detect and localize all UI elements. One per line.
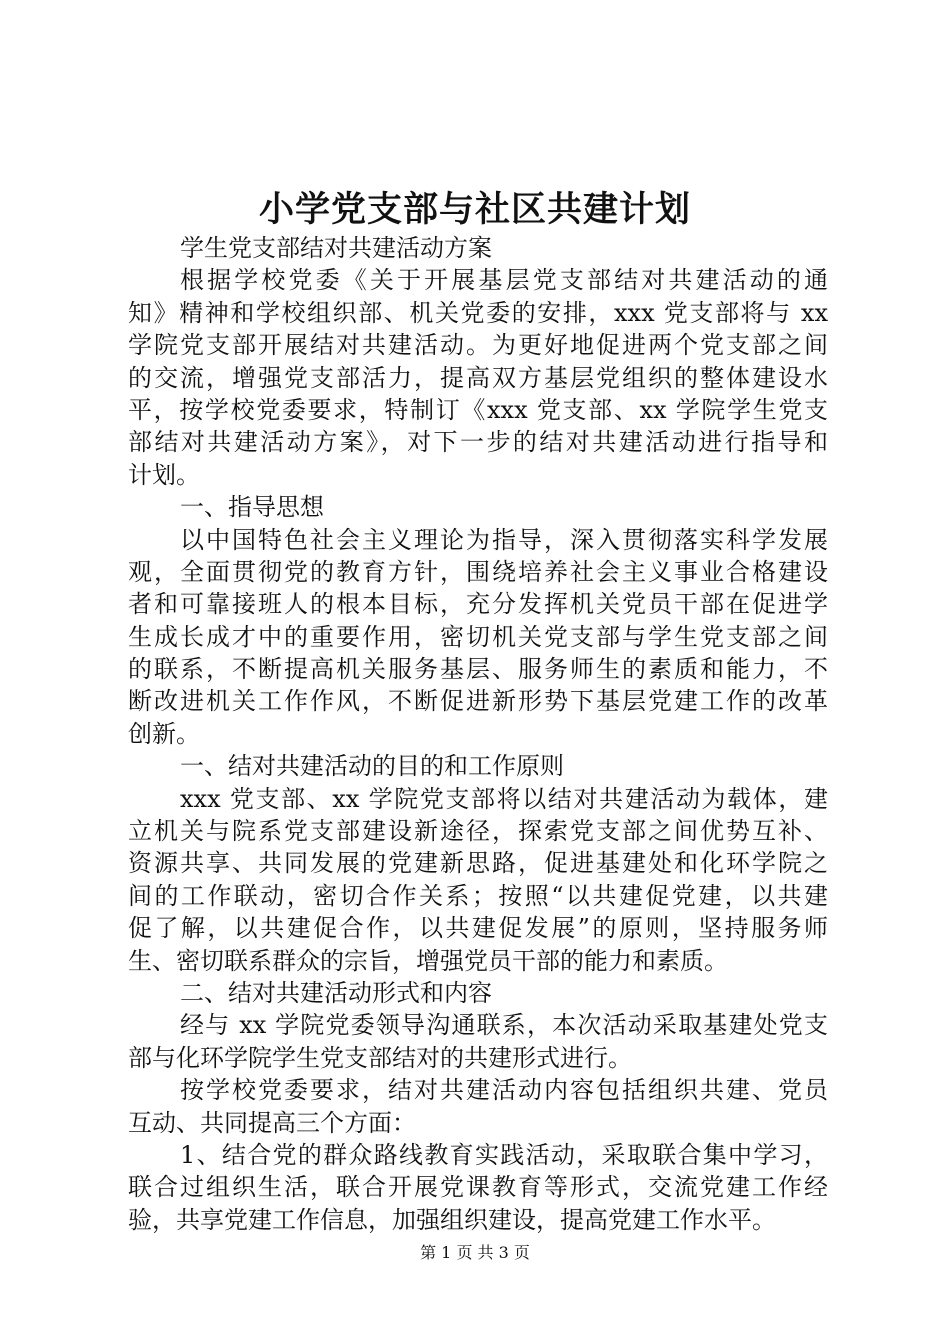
paragraph-line: 1、结合党的群众路线教育实践活动，采取联合集中学习， [180,1140,828,1169]
paragraph-line: 观，全面贯彻党的教育方针，围绕培养社会主义事业合格建设 [128,557,828,586]
section-heading: 一、结对共建活动的目的和工作原则 [180,752,564,781]
paragraph-line: 生成长成才中的重要作用，密切机关党支部与学生党支部之间 [128,622,828,651]
paragraph-line: 部结对共建活动方案》，对下一步的结对共建活动进行指导和 [128,428,828,457]
paragraph-line: 平，按学校党委要求，特制订《xxx 党支部、xx 学院学生党支 [128,395,828,424]
paragraph-line: 者和可靠接班人的根本目标，充分发挥机关党员干部在促进学 [128,590,828,619]
paragraph-line: 学生党支部结对共建活动方案 [180,234,492,262]
section-heading: 一、指导思想 [180,493,324,522]
paragraph-line: 创新。 [128,719,200,748]
paragraph-line: 资源共享、共同发展的党建新思路，促进基建处和化环学院之 [128,849,828,878]
section-heading: 二、结对共建活动形式和内容 [180,978,492,1007]
paragraph-line: 计划。 [128,460,200,489]
paragraph-line: 部与化环学院学生党支部结对的共建形式进行。 [128,1043,632,1072]
paragraph-line: 间的工作联动，密切合作关系；按照“以共建促党建，以共建 [128,881,828,910]
paragraph-line: 以中国特色社会主义理论为指导，深入贯彻落实科学发展 [180,525,828,554]
paragraph-line: 的交流，增强党支部活力，提高双方基层党组织的整体建设水 [128,363,828,392]
paragraph-line: 按学校党委要求，结对共建活动内容包括组织共建、党员 [180,1076,828,1105]
paragraph-line: 验，共享党建工作信息，加强组织建设，提高党建工作水平。 [128,1205,776,1234]
page-number-footer: 第 1 页 共 3 页 [420,1243,530,1262]
paragraph-line: 的联系，不断提高机关服务基层、服务师生的素质和能力，不 [128,655,828,684]
paragraph-line: 促了解，以共建促合作，以共建促发展”的原则，坚持服务师 [128,914,828,943]
paragraph-line: 知》精神和学校组织部、机关党委的安排，xxx 党支部将与 xx [128,298,828,327]
document-body [128,232,828,1236]
paragraph-line: 断改进机关工作作风，不断促进新形势下基层党建工作的改革 [128,687,828,716]
paragraph-line: 立机关与院系党支部建设新途径，探索党支部之间优势互补、 [128,817,828,846]
paragraph-line: 学院党支部开展结对共建活动。为更好地促进两个党支部之间 [128,331,828,360]
paragraph-line: 根据学校党委《关于开展基层党支部结对共建活动的通 [180,266,828,295]
paragraph-line: 生、密切联系群众的宗旨，增强党员干部的能力和素质。 [128,946,728,975]
document-title: 小学党支部与社区共建计划 [258,189,691,230]
paragraph-line: 联合过组织生活，联合开展党课教育等形式，交流党建工作经 [128,1173,828,1202]
paragraph-line: 经与 xx 学院党委领导沟通联系，本次活动采取基建处党支 [180,1011,828,1040]
paragraph-line: 互动、共同提高三个方面： [128,1108,416,1137]
paragraph-line: xxx 党支部、xx 学院党支部将以结对共建活动为载体，建 [180,784,828,813]
